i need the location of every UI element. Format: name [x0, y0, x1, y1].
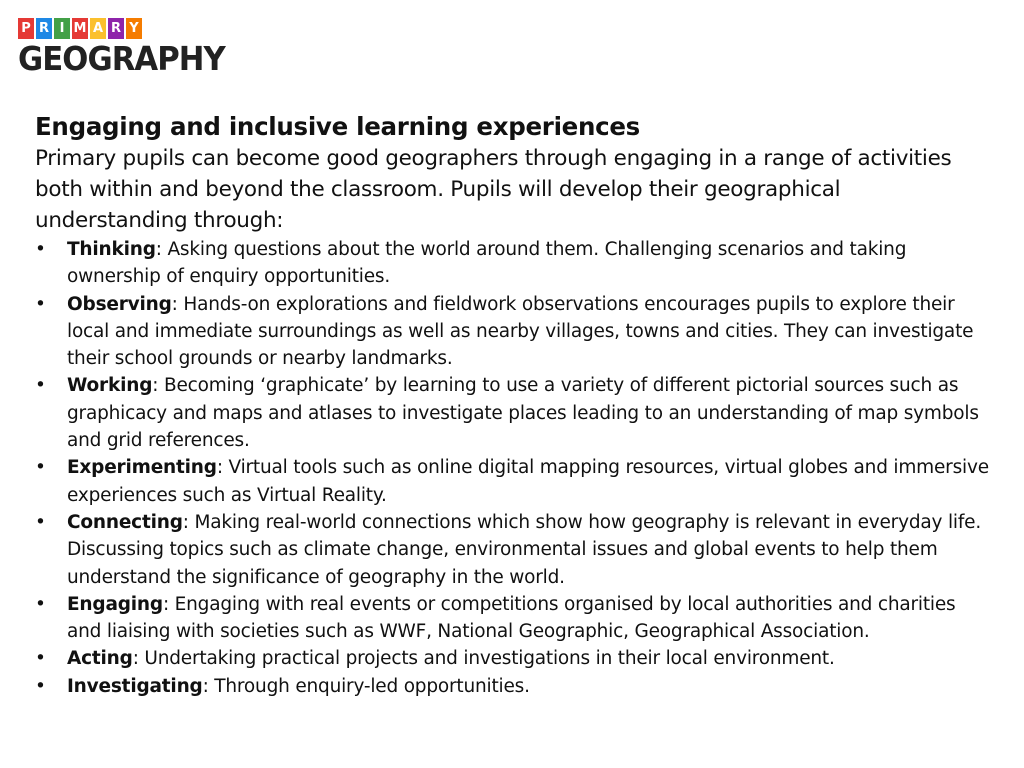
list-item — [35, 591, 995, 646]
slide-content — [35, 111, 995, 700]
learning-activities-list — [35, 236, 995, 700]
bullet-term: Investigating — [67, 675, 203, 697]
bullet-icon: • — [35, 648, 46, 670]
list-item — [35, 291, 995, 373]
bullet-icon: • — [35, 375, 46, 397]
bullet-term: Experimenting — [67, 457, 217, 479]
bullet-term: Connecting — [67, 511, 183, 533]
intro-paragraph: Primary pupils can become good geographers through engaging in a range of activities both within and beyond the classroom. Pupils will develop their geographical understanding through: — [35, 146, 952, 233]
bullet-description: : Undertaking practical projects and investigations in their local environment. — [132, 648, 835, 670]
bullet-description: : Becoming ‘graphicate’ by learning to use a variety of different pictorial sources such as graphicacy and maps and atlases to investigate places leading to an understanding of map symbols and grid references. — [67, 375, 979, 452]
bullet-term: Thinking — [67, 239, 156, 260]
bullet-icon: • — [35, 293, 46, 315]
logo-tile: I — [54, 18, 70, 39]
bullet-term: Working — [67, 375, 153, 397]
primary-geography-logo — [18, 18, 246, 80]
bullet-icon: • — [35, 593, 46, 615]
bullet-icon: • — [35, 675, 46, 697]
logo-tile: P — [18, 18, 34, 39]
logo-tile: R — [108, 18, 124, 39]
logo-tile: R — [36, 18, 52, 39]
logo-wordmark: GEOGRAPHY — [18, 39, 225, 78]
list-item — [35, 236, 995, 291]
bullet-description: : Making real-world connections which show how geography is relevant in everyday life. Discussing topics such as climate change, environmental issues and global events to help them understand the significance of geography in the world. — [67, 511, 981, 588]
bullet-term: Acting — [67, 648, 133, 670]
list-item — [35, 645, 995, 672]
slide-heading: Engaging and inclusive learning experiences — [35, 112, 640, 141]
bullet-term: Engaging — [67, 593, 163, 615]
list-item — [35, 509, 995, 591]
list-item — [35, 673, 995, 700]
bullet-description: : Virtual tools such as online digital mapping resources, virtual globes and immersive experiences such as Virtual Reality. — [67, 457, 989, 506]
list-item — [35, 372, 995, 454]
bullet-description: : Asking questions about the world around them. Challenging scenarios and taking ownership of enquiry opportunities. — [67, 239, 907, 288]
bullet-icon: • — [35, 457, 46, 479]
logo-tile: Y — [126, 18, 142, 39]
list-item — [35, 454, 995, 509]
logo-tile: A — [90, 18, 106, 39]
bullet-description: : Engaging with real events or competitions organised by local authorities and charities and liaising with societies such as WWF, National Geographic, Geographical Association. — [67, 593, 956, 643]
bullet-term: Observing — [67, 293, 172, 315]
bullet-icon: • — [35, 239, 46, 260]
bullet-description: : Through enquiry-led opportunities. — [202, 675, 530, 697]
logo-letter-tiles — [18, 18, 246, 39]
bullet-icon: • — [35, 511, 46, 533]
bullet-description: : Hands-on explorations and fieldwork observations encourages pupils to explore their local and immediate surroundings as well as nearby villages, towns and cities. They can investigate their school grounds or nearby landmarks. — [67, 293, 974, 370]
logo-tile: M — [72, 18, 88, 39]
